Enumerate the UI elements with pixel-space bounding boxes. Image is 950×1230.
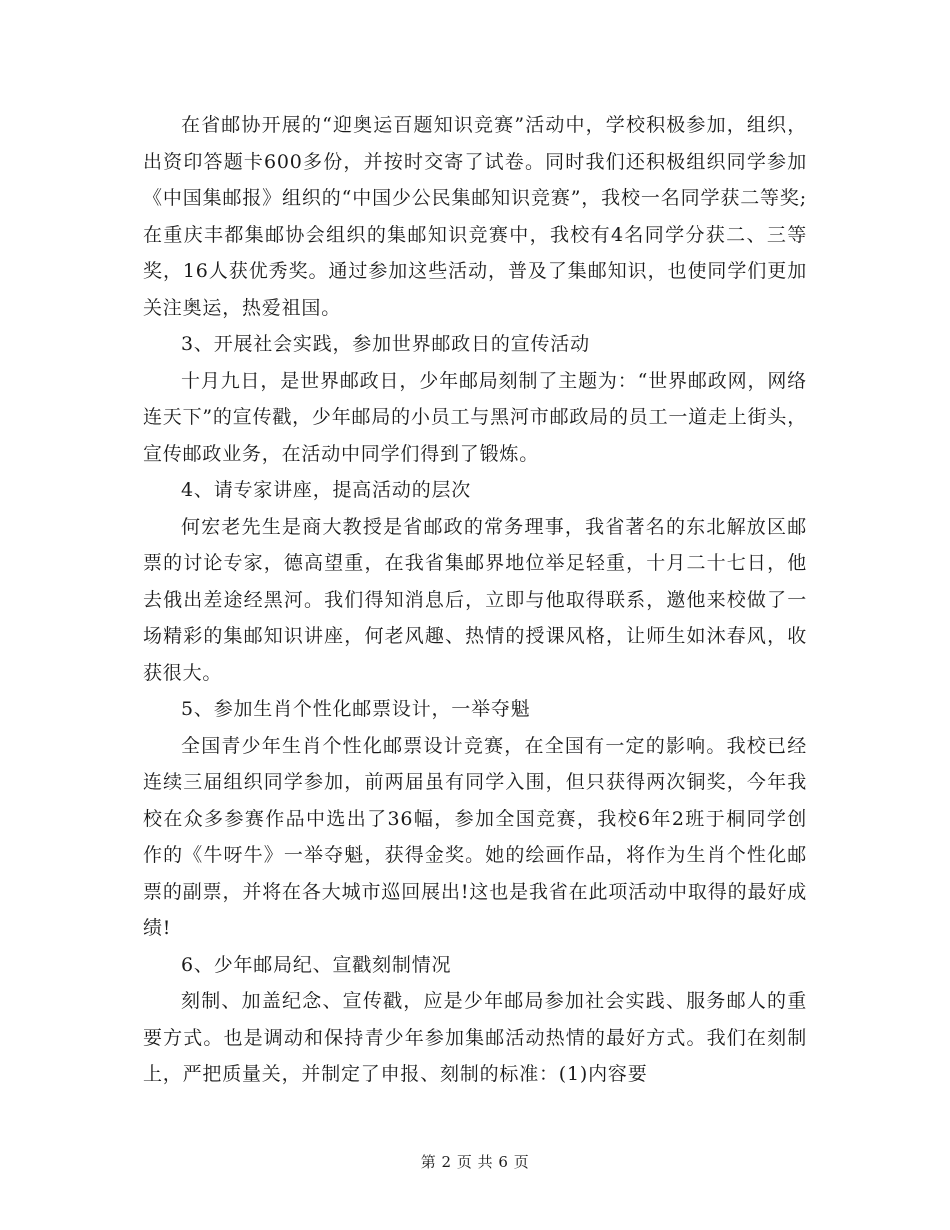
page-number-footer: 第 2 页 共 6 页 — [420, 1153, 530, 1171]
paragraph-quiz-competition: 在省邮协开展的“迎奥运百题知识竞赛”活动中，学校积极参加，组织，出资印答题卡600多份，并按时交寄了试卷。同时我们还积极组织同学参加《中国集邮报》组织的“中国少公民集邮知识竞赛”，我校一名同学获二等奖;在重庆丰都集邮协会组织的集邮知识竞赛中，我校有4名同学分获二、三等奖，16人获优秀奖。通过参加这些活动，普及了集邮知识，也使同学们更加关注奥运，热爱祖国。 — [143, 114, 807, 319]
document-body — [143, 107, 807, 1093]
paragraph-postmark-carving: 刻制、加盖纪念、宣传戳，应是少年邮局参加社会实践、服务邮人的重要方式。也是调动和保持青少年参加集邮活动热情的最好方式。我们在刻制上，严把质量关，并制定了申报、刻制的标准：(1)内容要 — [143, 990, 807, 1085]
section-heading-4: 4、请专家讲座，提高活动的层次 — [181, 479, 472, 501]
paragraph-world-post-day: 十月九日，是世界邮政日，少年邮局刻制了主题为：“世界邮政网，网络连天下”的宣传戳，少年邮局的小员工与黑河市邮政局的员工一道走上街头，宣传邮政业务，在活动中同学们得到了锻炼。 — [143, 369, 807, 465]
paragraph-zodiac-stamp: 全国青少年生肖个性化邮票设计竞赛，在全国有一定的影响。我校已经连续三届组织同学参加，前两届虽有同学入围，但只获得两次铜奖，今年我校在众多参赛作品中选出了36幅，参加全国竞赛，我校6年2班于桐同学创作的《牛呀牛》一举夺魁，获得金奖。她的绘画作品，将作为生肖个性化邮票的副票，并将在各大城市巡回展出!这也是我省在此项活动中取得的最好成绩! — [143, 734, 807, 939]
section-heading-6: 6、少年邮局纪、宣戳刻制情况 — [181, 953, 452, 976]
section-heading-5: 5、参加生肖个性化邮票设计，一举夺魁 — [181, 698, 531, 720]
section-heading-3: 3、开展社会实践，参加世界邮政日的宣传活动 — [181, 333, 590, 355]
paragraph-expert-lecture: 何宏老先生是商大教授是省邮政的常务理事，我省著名的东北解放区邮票的讨论专家，德高望重，在我省集邮界地位举足轻重，十月二十七日，他去俄出差途经黑河。我们得知消息后，立即与他取得联系，邀他来校做了一场精彩的集邮知识讲座，何老风趣、热情的授课风格，让师生如沐春风，收获很大。 — [143, 515, 807, 684]
